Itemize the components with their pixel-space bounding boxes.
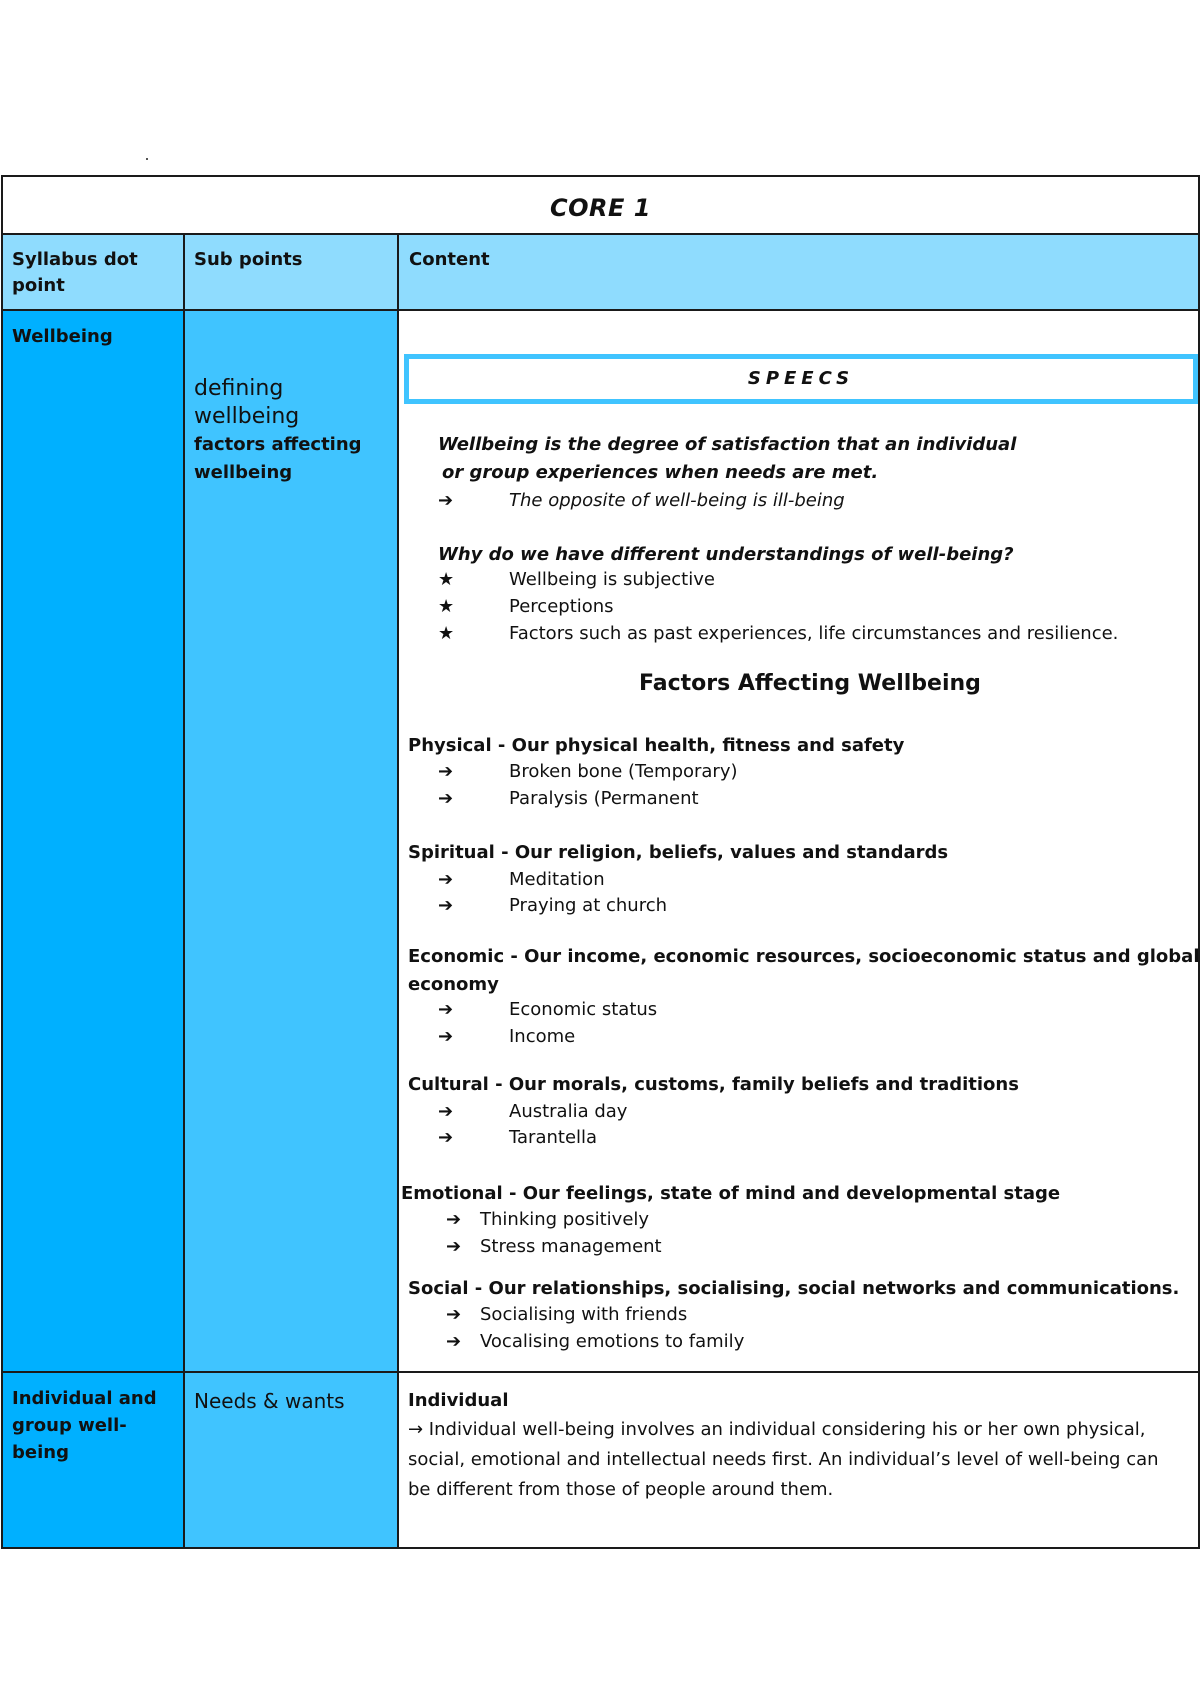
reason-item: Perceptions xyxy=(509,596,614,617)
arrow-icon: ➔ xyxy=(446,1331,462,1352)
definition-line-1: Wellbeing is the degree of satisfaction that an individual xyxy=(438,434,1017,455)
arrow-icon: ➔ xyxy=(438,788,454,809)
example-item: Australia day xyxy=(509,1101,628,1122)
stray-mark xyxy=(146,158,148,160)
arrow-icon: ➔ xyxy=(446,1209,462,1230)
wellbeing-row xyxy=(2,310,1199,1372)
arrow-icon: ➔ xyxy=(438,761,454,782)
table-title-cell xyxy=(2,176,1199,234)
example-item: Economic status xyxy=(509,999,658,1020)
star-icon: ★ xyxy=(438,596,455,617)
arrow-icon: ➔ xyxy=(438,1101,454,1122)
table-title: CORE 1 xyxy=(550,194,651,222)
syllabus-individual-group: Individual and group well-being xyxy=(12,1388,157,1463)
sub-point-defining: defining wellbeing xyxy=(194,376,300,429)
arrow-icon: ➔ xyxy=(446,1236,462,1257)
factor-social: Social - Our relationships, socialising, social networks and communications. xyxy=(408,1278,1180,1299)
factors-heading: Factors Affecting Wellbeing xyxy=(639,671,981,696)
arrow-icon: ➔ xyxy=(438,999,454,1020)
header-sub-points: Sub points xyxy=(184,234,398,310)
star-icon: ★ xyxy=(438,569,455,590)
example-item: Paralysis (Permanent xyxy=(509,788,699,809)
example-item: Stress management xyxy=(480,1236,662,1257)
arrow-icon: ➔ xyxy=(446,1304,462,1325)
individual-text-line: be different from those of people around them. xyxy=(408,1479,834,1500)
syllabus-wellbeing: Wellbeing xyxy=(12,326,113,347)
arrow-icon: ➔ xyxy=(438,869,454,890)
example-item: Income xyxy=(509,1026,576,1047)
speecs-box: SPEECS xyxy=(404,354,1198,404)
arrow-icon: ➔ xyxy=(438,1127,454,1148)
individual-text-line: → Individual well-being involves an individual considering his or her own physical, xyxy=(408,1419,1146,1440)
wellbeing-subpoints-cell xyxy=(184,310,398,1372)
reason-item: Factors such as past experiences, life circumstances and resilience. xyxy=(509,623,1119,644)
example-item: Broken bone (Temporary) xyxy=(509,761,738,782)
sub-point-factors: factors affecting wellbeing xyxy=(194,434,362,483)
example-item: Vocalising emotions to family xyxy=(480,1331,745,1352)
header-row xyxy=(2,234,1199,310)
star-icon: ★ xyxy=(438,623,455,644)
factor-economic-cont: economy xyxy=(408,974,499,995)
opposite-text: The opposite of well-being is ill-being xyxy=(509,490,845,511)
reason-item: Wellbeing is subjective xyxy=(509,569,715,590)
definition-line-2: or group experiences when needs are met. xyxy=(442,462,879,483)
example-item: Meditation xyxy=(509,869,605,890)
sub-point-needs-wants: Needs & wants xyxy=(194,1389,345,1413)
wellbeing-syllabus-cell xyxy=(2,310,184,1372)
wellbeing-content-cell xyxy=(398,310,1199,1372)
individual-subpoints-cell xyxy=(184,1372,398,1548)
example-item: Tarantella xyxy=(509,1127,598,1148)
factor-economic: Economic - Our income, economic resources, socioeconomic status and global xyxy=(408,946,1200,967)
question-text: Why do we have different understandings of well-being? xyxy=(438,544,1014,565)
header-content: Content xyxy=(398,234,1199,310)
factor-cultural: Cultural - Our morals, customs, family beliefs and traditions xyxy=(408,1074,1019,1095)
factor-spiritual: Spiritual - Our religion, beliefs, values and standards xyxy=(408,842,949,863)
arrow-icon: ➔ xyxy=(438,895,454,916)
arrow-icon: ➔ xyxy=(438,490,454,511)
example-item: Socialising with friends xyxy=(480,1304,688,1325)
example-item: Praying at church xyxy=(509,895,668,916)
individual-syllabus-cell xyxy=(2,1372,184,1548)
factor-physical: Physical - Our physical health, fitness and safety xyxy=(408,735,905,756)
individual-text-line: social, emotional and intellectual needs first. An individual’s level of well-being can xyxy=(408,1449,1159,1470)
individual-heading: Individual xyxy=(408,1390,509,1411)
factor-emotional: Emotional - Our feelings, state of mind and developmental stage xyxy=(401,1183,1061,1204)
header-syllabus: Syllabus dot point xyxy=(2,234,184,310)
arrow-icon: ➔ xyxy=(438,1026,454,1047)
core-table xyxy=(1,175,1200,1549)
individual-row xyxy=(2,1372,1199,1548)
example-item: Thinking positively xyxy=(480,1209,650,1230)
individual-content-cell xyxy=(398,1372,1199,1548)
